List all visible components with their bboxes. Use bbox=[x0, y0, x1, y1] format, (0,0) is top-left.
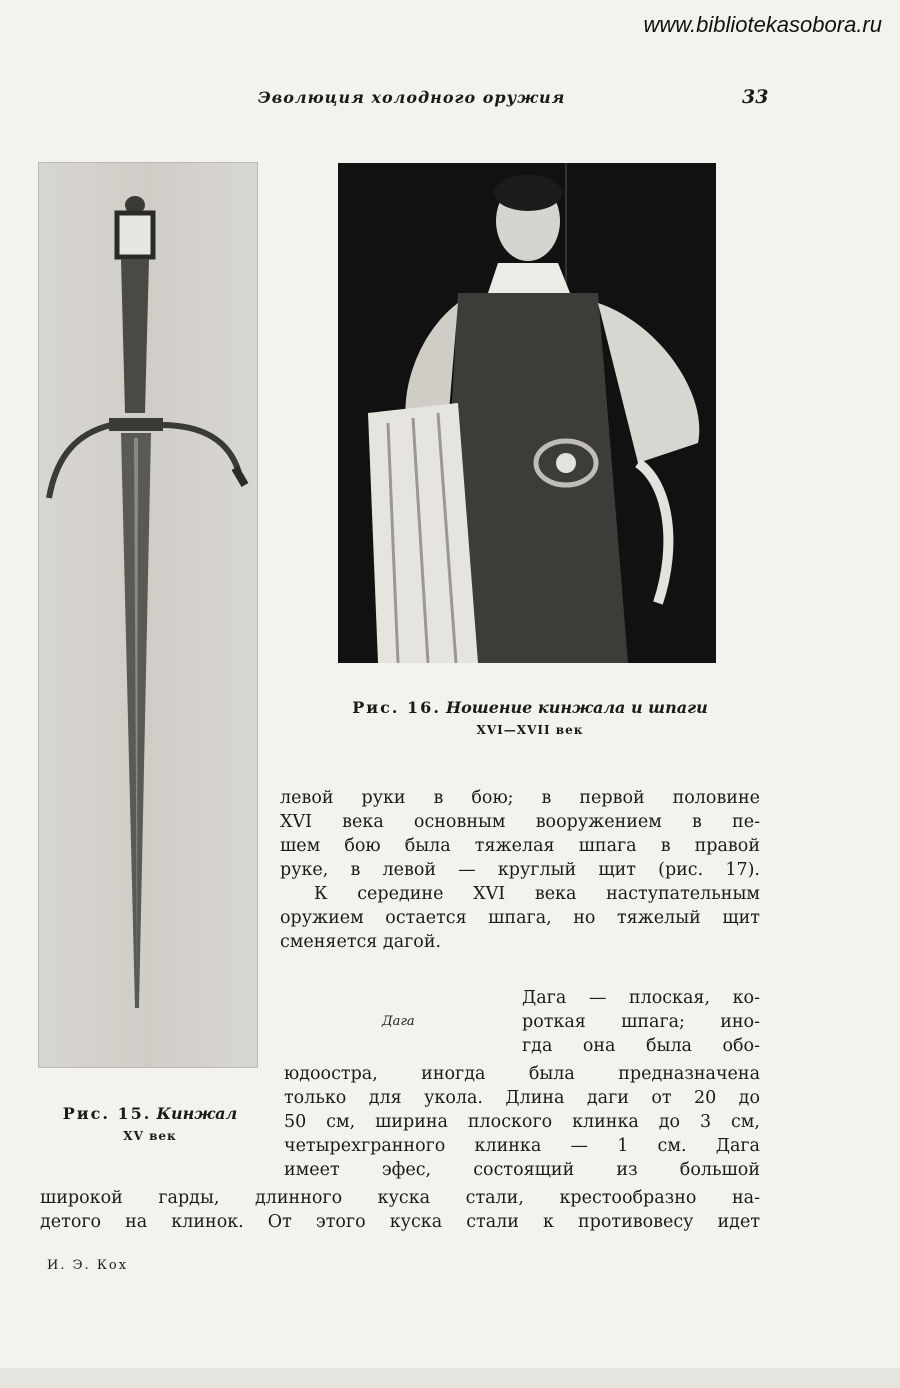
body-text-daga bbox=[522, 986, 760, 1058]
body-text-top bbox=[280, 786, 760, 954]
figure-15-subtitle: XV век bbox=[123, 1129, 177, 1143]
figure-16-label: Рис. 16. bbox=[352, 698, 441, 717]
text-line: левой руки в бою; в первой половине bbox=[280, 788, 760, 808]
text-line: шем бою была тяжелая шпага в правой bbox=[280, 836, 760, 856]
text-line: сменяется дагой. bbox=[280, 932, 442, 952]
watermark: www.bibliotekasobora.ru bbox=[643, 12, 882, 37]
text-line: XVI века основным вооружением в пе- bbox=[280, 812, 760, 832]
portrait-illustration bbox=[338, 163, 716, 663]
text-line: детого на клинок. От этого куска стали к противовесу идет bbox=[40, 1212, 760, 1232]
dagger-illustration bbox=[39, 163, 257, 1067]
text-line: четырехгранного клинка — 1 см. Дага bbox=[284, 1136, 760, 1156]
text-line: широкой гарды, длинного куска стали, крестообразно на- bbox=[40, 1188, 760, 1208]
figure-15-caption bbox=[40, 1104, 260, 1143]
body-text-middle bbox=[284, 1062, 760, 1182]
figure-16-caption bbox=[330, 698, 730, 737]
text-line: имеет эфес, состоящий из большой bbox=[284, 1160, 760, 1180]
text-line: К середине XVI века наступательным bbox=[314, 884, 760, 904]
text-line: руке, в левой — круглый щит (рис. 17). bbox=[280, 860, 760, 880]
running-head: Эволюция холодного оружия bbox=[258, 88, 566, 107]
text-line: 50 см, ширина плоского клинка до 3 см, bbox=[284, 1112, 760, 1132]
text-line: роткая шпага; ино- bbox=[522, 1012, 760, 1032]
text-line: только для укола. Длина даги от 20 до bbox=[284, 1088, 760, 1108]
page-number: 33 bbox=[742, 86, 769, 108]
marginal-heading: Дага bbox=[382, 1014, 415, 1029]
body-text-full bbox=[40, 1186, 760, 1234]
figure-16-title: Ношение кинжала и шпаги bbox=[445, 698, 708, 717]
text-line: Дага — плоская, ко- bbox=[522, 988, 760, 1008]
figure-16-subtitle: XVI—XVII век bbox=[476, 723, 584, 737]
text-line: юдоостра, иногда была предназначена bbox=[284, 1064, 760, 1084]
figure-15-title: Кинжал bbox=[156, 1104, 238, 1123]
text-line: оружием остается шпага, но тяжелый щит bbox=[280, 908, 760, 928]
scan-bottom-edge bbox=[0, 1368, 900, 1388]
figure-15-label: Рис. 15. bbox=[62, 1104, 152, 1123]
footer-author: И. Э. Кох bbox=[47, 1258, 129, 1273]
figure-15-dagger-image bbox=[38, 162, 258, 1068]
text-line: гда она была обо- bbox=[522, 1036, 760, 1056]
figure-16-portrait-image bbox=[338, 163, 716, 663]
